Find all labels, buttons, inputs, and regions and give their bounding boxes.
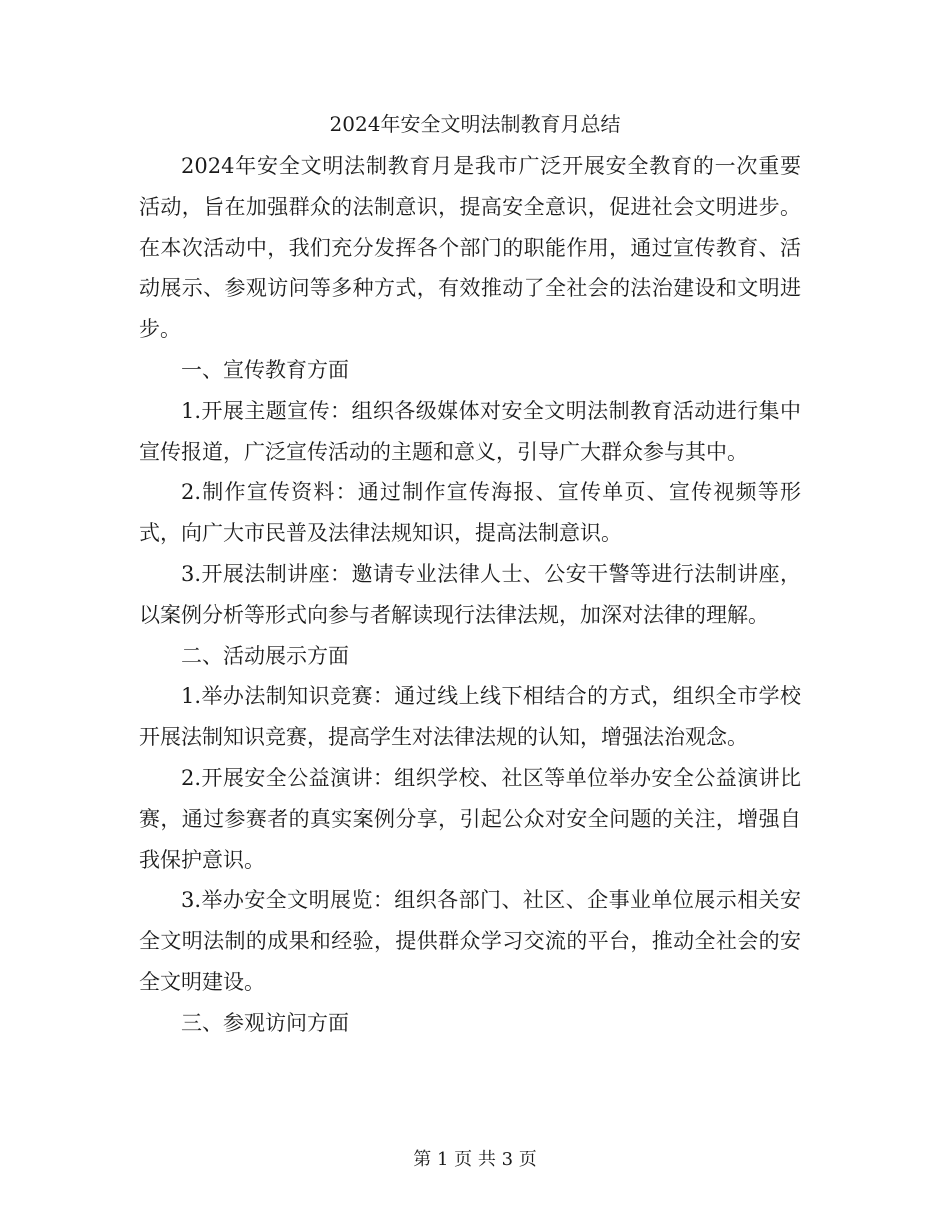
section-2-item-1: 1.举办法制知识竞赛：通过线上线下相结合的方式，组织全市学校开展法制知识竞赛，提高学生对法律法规的认知，增强法治观念。 [139,684,801,750]
section-1-item-3: 3.开展法制讲座：邀请专业法律人士、公安干警等进行法制讲座，以案例分析等形式向参与者解读现行法律法规，加深对法律的理解。 [139,561,801,627]
section-2-item-3: 3.举办安全文明展览：组织各部门、社区、企事业单位展示相关安全文明法制的成果和经验，提供群众学习交流的平台，推动全社会的安全文明建设。 [139,888,801,994]
document-title: 2024年安全文明法制教育月总结 [329,112,621,136]
section-heading-2: 二、活动展示方面 [181,643,349,668]
page-footer: 第 1 页 共 3 页 [413,1149,537,1170]
intro-paragraph: 2024年安全文明法制教育月是我市广泛开展安全教育的一次重要活动，旨在加强群众的法制意识，提高安全意识，促进社会文明进步。在本次活动中，我们充分发挥各个部门的职能作用，通过宣传教育、活动展示、参观访问等多种方式，有效推动了全社会的法治建设和文明进步。 [139,154,801,342]
document-body [139,146,801,1044]
section-heading-3: 三、参观访问方面 [181,1010,349,1035]
section-1-item-2: 2.制作宣传资料：通过制作宣传海报、宣传单页、宣传视频等形式，向广大市民普及法律法规知识，提高法制意识。 [139,480,801,546]
section-heading-1: 一、宣传教育方面 [181,357,349,382]
section-2-item-2: 2.开展安全公益演讲：组织学校、社区等单位举办安全公益演讲比赛，通过参赛者的真实案例分享，引起公众对安全问题的关注，增强自我保护意识。 [139,765,801,872]
section-1-item-1: 1.开展主题宣传：组织各级媒体对安全文明法制教育活动进行集中宣传报道，广泛宣传活动的主题和意义，引导广大群众参与其中。 [139,398,801,464]
